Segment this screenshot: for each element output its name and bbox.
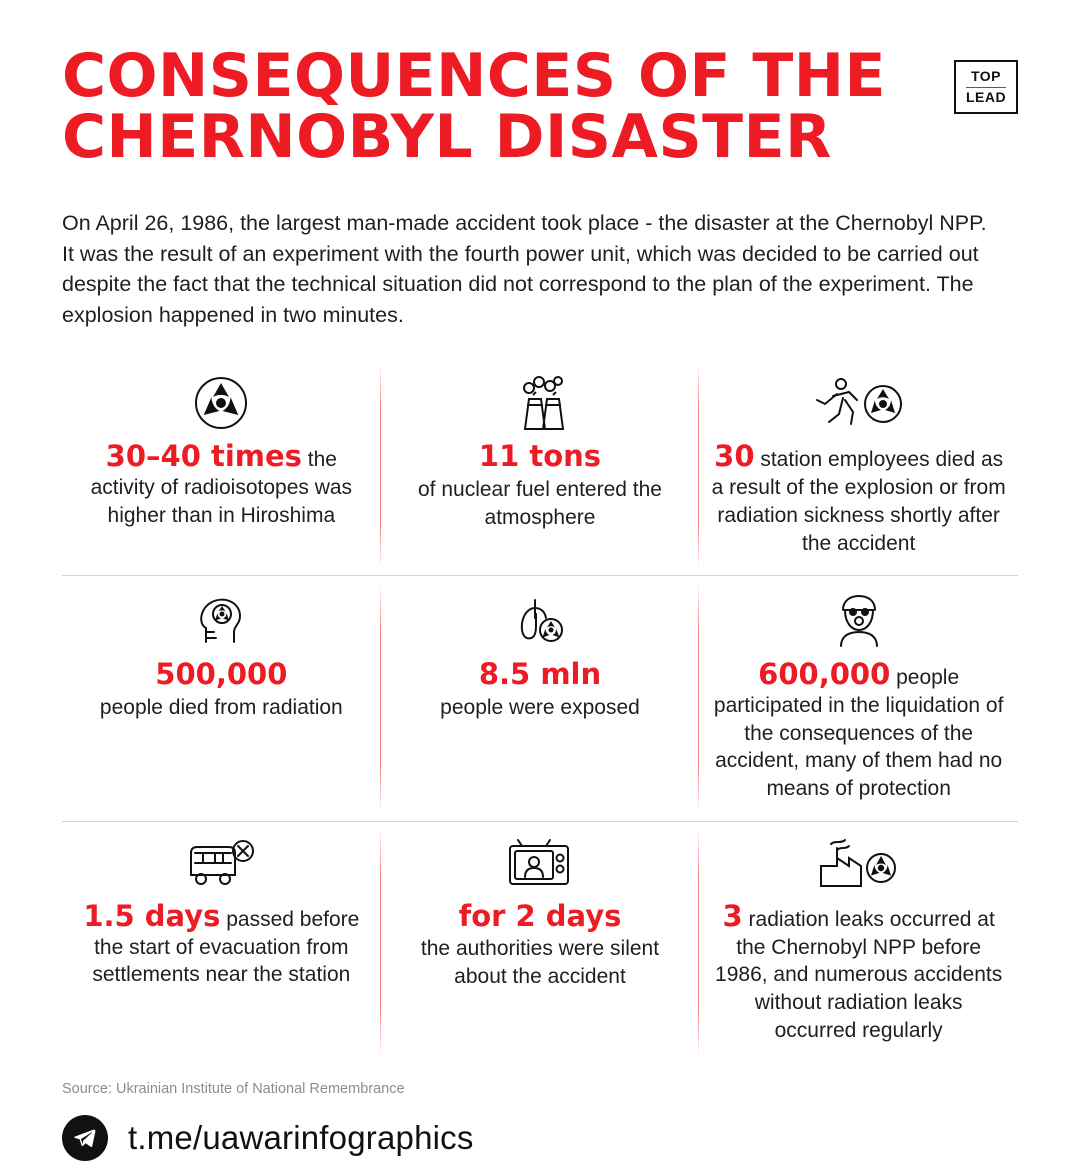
- stat-description: people were exposed: [440, 695, 640, 719]
- page-title-line-2: CHERNOBYL DISASTER: [62, 102, 832, 173]
- stat-cell-authorities-silent: [381, 821, 700, 1063]
- stat-value: 500,000: [155, 657, 288, 692]
- stat-text: [711, 900, 1006, 1045]
- intro-paragraph: On April 26, 1986, the largest man-made accident took place - the disaster at the Chernobyl NPP. It was the result of an experiment with the fourth power unit, which was decided to be carried out despite the fact that the technical situation did not correspond to the plan of the experiment. The explosion happened in two minutes.: [62, 211, 987, 327]
- stat-value: 600,000: [758, 657, 891, 692]
- stat-value: 30–40 times: [105, 439, 302, 474]
- lungs-radiation-icon: [393, 590, 688, 652]
- stat-description: passed before the start of evacuation from settlements near the station: [92, 907, 360, 987]
- factory-radiation-icon: [711, 836, 1006, 894]
- stat-cell-radiation-activity: [62, 358, 381, 575]
- stat-text: [711, 658, 1006, 803]
- stat-description: the activity of radioisotopes was higher than in Hiroshima: [90, 448, 353, 527]
- page-title: [62, 41, 887, 173]
- stat-text: [74, 440, 369, 529]
- stat-value: 30: [714, 439, 755, 474]
- evacuation-bus-icon: [74, 836, 369, 894]
- toplead-logo: [954, 60, 1018, 114]
- header: [62, 41, 1018, 173]
- stat-cell-liquidators: [699, 575, 1018, 821]
- footer: [62, 1115, 1018, 1161]
- stat-description: radiation leaks occurred at the Chernobyl NPP before 1986, and numerous accidents without radiation leaks occurred regularly: [715, 907, 1003, 1042]
- stat-value: 11 tons: [478, 439, 602, 474]
- person-gas-mask-icon: [711, 590, 1006, 652]
- tv-announcer-icon: [393, 836, 688, 894]
- stat-cell-evacuation-delay: [62, 821, 381, 1063]
- logo-top-text: TOP: [966, 69, 1006, 87]
- stat-description: of nuclear fuel entered the atmosphere: [417, 477, 662, 529]
- stat-description: station employees died as a result of the explosion or from radiation sickness shortly after the accident: [711, 448, 1006, 555]
- stat-cell-radiation-leaks: [699, 821, 1018, 1063]
- page-title-line-1: CONSEQUENCES OF THE: [62, 41, 887, 111]
- stat-description: people died from radiation: [99, 695, 343, 719]
- stat-cell-employees-died: [699, 358, 1018, 575]
- telegram-icon[interactable]: [62, 1115, 108, 1161]
- stat-value: 1.5 days: [83, 898, 221, 933]
- source-note: Source: Ukrainian Institute of National Remembrance: [62, 1080, 405, 1097]
- head-radiation-icon: [74, 590, 369, 652]
- stat-text: [74, 900, 369, 989]
- falling-person-radiation-icon: [711, 372, 1006, 434]
- stat-description: people participated in the liquidation of the consequences of the accident, many of them had no means of protection: [713, 666, 1004, 801]
- stat-text: [711, 440, 1006, 557]
- nuclear-plant-smoke-icon: [393, 372, 688, 434]
- radiation-icon: [74, 372, 369, 434]
- stats-grid: [62, 358, 1018, 1062]
- stat-value: 3: [722, 898, 743, 933]
- stat-cell-people-died: [62, 575, 381, 821]
- stat-description: the authorities were silent about the accident: [420, 937, 660, 988]
- stat-value: 8.5 mln: [478, 657, 602, 692]
- stat-cell-nuclear-fuel: [381, 358, 700, 575]
- stat-value: for 2 days: [458, 898, 622, 933]
- logo-bottom-text: LEAD: [966, 88, 1007, 105]
- stat-cell-people-exposed: [381, 575, 700, 821]
- telegram-handle[interactable]: t.me/uawarinfographics: [128, 1118, 474, 1156]
